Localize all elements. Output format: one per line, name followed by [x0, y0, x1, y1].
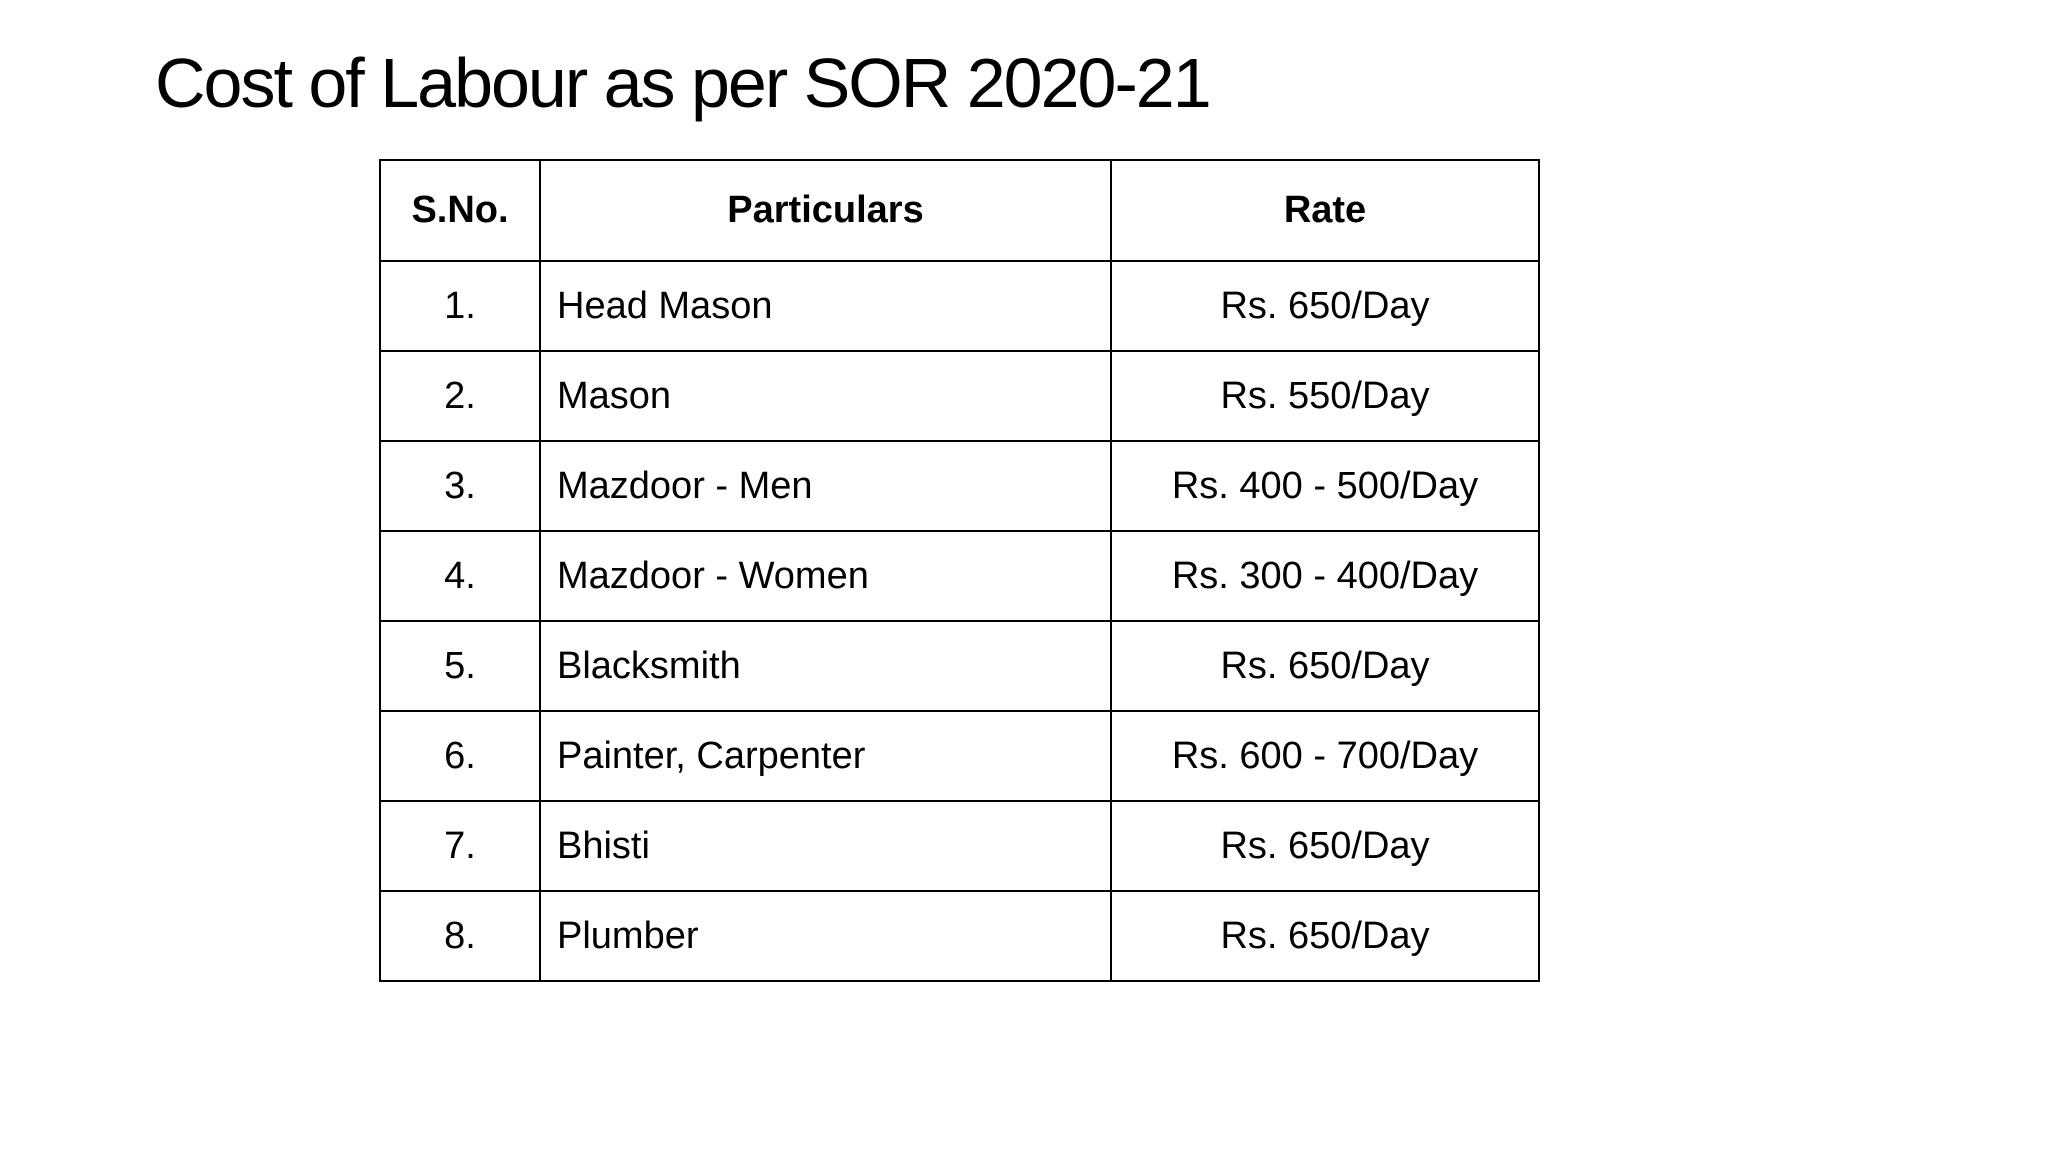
cell-rate: Rs. 600 - 700/Day [1111, 711, 1539, 801]
cell-particulars: Blacksmith [540, 621, 1111, 711]
cell-rate: Rs. 650/Day [1111, 891, 1539, 981]
cell-sno: 1. [380, 261, 540, 351]
cell-rate: Rs. 400 - 500/Day [1111, 441, 1539, 531]
cell-sno: 2. [380, 351, 540, 441]
header-particulars: Particulars [540, 160, 1111, 261]
cell-sno: 4. [380, 531, 540, 621]
table-row [380, 711, 1539, 801]
table-header-row [380, 160, 1539, 261]
cell-sno: 3. [380, 441, 540, 531]
cell-particulars: Bhisti [540, 801, 1111, 891]
cell-sno: 7. [380, 801, 540, 891]
cell-particulars: Mason [540, 351, 1111, 441]
header-rate: Rate [1111, 160, 1539, 261]
cell-sno: 8. [380, 891, 540, 981]
header-sno: S.No. [380, 160, 540, 261]
cell-particulars: Mazdoor - Women [540, 531, 1111, 621]
labour-cost-table [379, 159, 1540, 982]
cell-particulars: Painter, Carpenter [540, 711, 1111, 801]
cell-rate: Rs. 300 - 400/Day [1111, 531, 1539, 621]
table-row [380, 891, 1539, 981]
cell-rate: Rs. 650/Day [1111, 801, 1539, 891]
slide-title: Cost of Labour as per SOR 2020-21 [155, 44, 1210, 122]
cell-rate: Rs. 650/Day [1111, 621, 1539, 711]
cell-sno: 6. [380, 711, 540, 801]
table-row [380, 261, 1539, 351]
table-row [380, 441, 1539, 531]
cell-particulars: Head Mason [540, 261, 1111, 351]
cell-sno: 5. [380, 621, 540, 711]
cell-rate: Rs. 650/Day [1111, 261, 1539, 351]
cell-particulars: Mazdoor - Men [540, 441, 1111, 531]
table-row [380, 531, 1539, 621]
table-row [380, 621, 1539, 711]
cell-rate: Rs. 550/Day [1111, 351, 1539, 441]
table-row [380, 801, 1539, 891]
table-row [380, 351, 1539, 441]
cell-particulars: Plumber [540, 891, 1111, 981]
